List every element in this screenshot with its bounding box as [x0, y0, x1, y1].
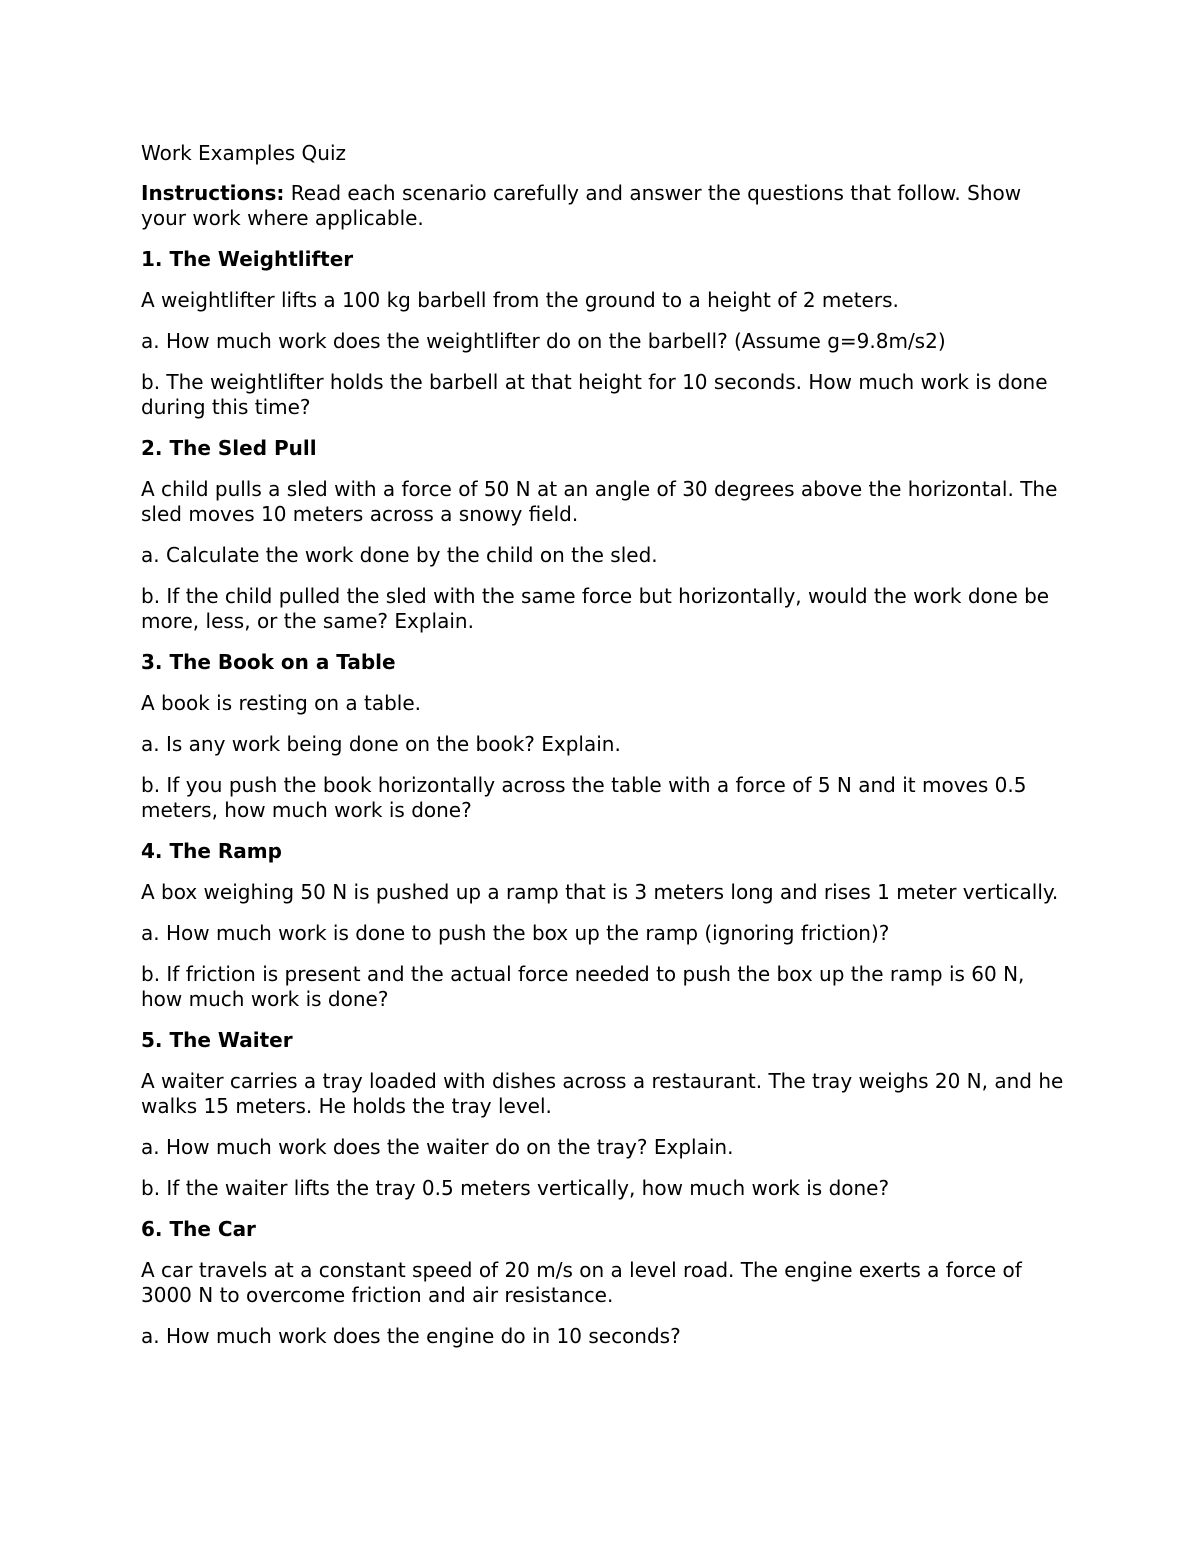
question: b. If the child pulled the sled with the same force but horizontally, would the work done be more, less, or the same? Explain.	[141, 584, 1050, 633]
question: b. If you push the book horizontally across the table with a force of 5 N and it moves 0.5 meters, how much work is done?	[141, 773, 1027, 822]
section-scenario: A car travels at a constant speed of 20 m/s on a level road. The engine exerts a force of 3000 N to overcome friction and air resistance.	[141, 1258, 1022, 1307]
document-page	[141, 141, 1071, 1365]
instructions	[141, 181, 1071, 231]
section-scenario: A box weighing 50 N is pushed up a ramp that is 3 meters long and rises 1 meter vertically.	[141, 880, 1059, 904]
section-heading: 4. The Ramp	[141, 839, 282, 863]
section-heading: 6. The Car	[141, 1217, 256, 1241]
section-heading: 5. The Waiter	[141, 1028, 293, 1052]
section-heading: 2. The Sled Pull	[141, 436, 317, 460]
question: b. If the waiter lifts the tray 0.5 meters vertically, how much work is done?	[141, 1176, 890, 1200]
section-heading: 1. The Weightlifter	[141, 247, 354, 271]
document-title: Work Examples Quiz	[141, 141, 347, 165]
section-scenario: A waiter carries a tray loaded with dishes across a restaurant. The tray weighs 20 N, and he walks 15 meters. He holds the tray level.	[141, 1069, 1064, 1118]
section-scenario: A weightlifter lifts a 100 kg barbell from the ground to a height of 2 meters.	[141, 288, 899, 312]
question: a. How much work does the waiter do on the tray? Explain.	[141, 1135, 734, 1159]
question: b. If friction is present and the actual force needed to push the box up the ramp is 60 N, how much work is done?	[141, 962, 1025, 1011]
section-scenario: A book is resting on a table.	[141, 691, 422, 715]
question: b. The weightlifter holds the barbell at that height for 10 seconds. How much work is done during this time?	[141, 370, 1048, 419]
instructions-label: Instructions:	[141, 181, 285, 205]
question: a. Is any work being done on the book? Explain.	[141, 732, 621, 756]
section-heading: 3. The Book on a Table	[141, 650, 396, 674]
question: a. How much work is done to push the box up the ramp (ignoring friction)?	[141, 921, 890, 945]
section-scenario: A child pulls a sled with a force of 50 N at an angle of 30 degrees above the horizontal. The sled moves 10 meters across a snowy field.	[141, 477, 1058, 526]
question: a. Calculate the work done by the child on the sled.	[141, 543, 658, 567]
question: a. How much work does the engine do in 10 seconds?	[141, 1324, 681, 1348]
instructions-text: Read each scenario carefully and answer the questions that follow. Show your work where applicable.	[141, 181, 1022, 230]
question: a. How much work does the weightlifter do on the barbell? (Assume g=9.8m/s2)	[141, 329, 946, 353]
